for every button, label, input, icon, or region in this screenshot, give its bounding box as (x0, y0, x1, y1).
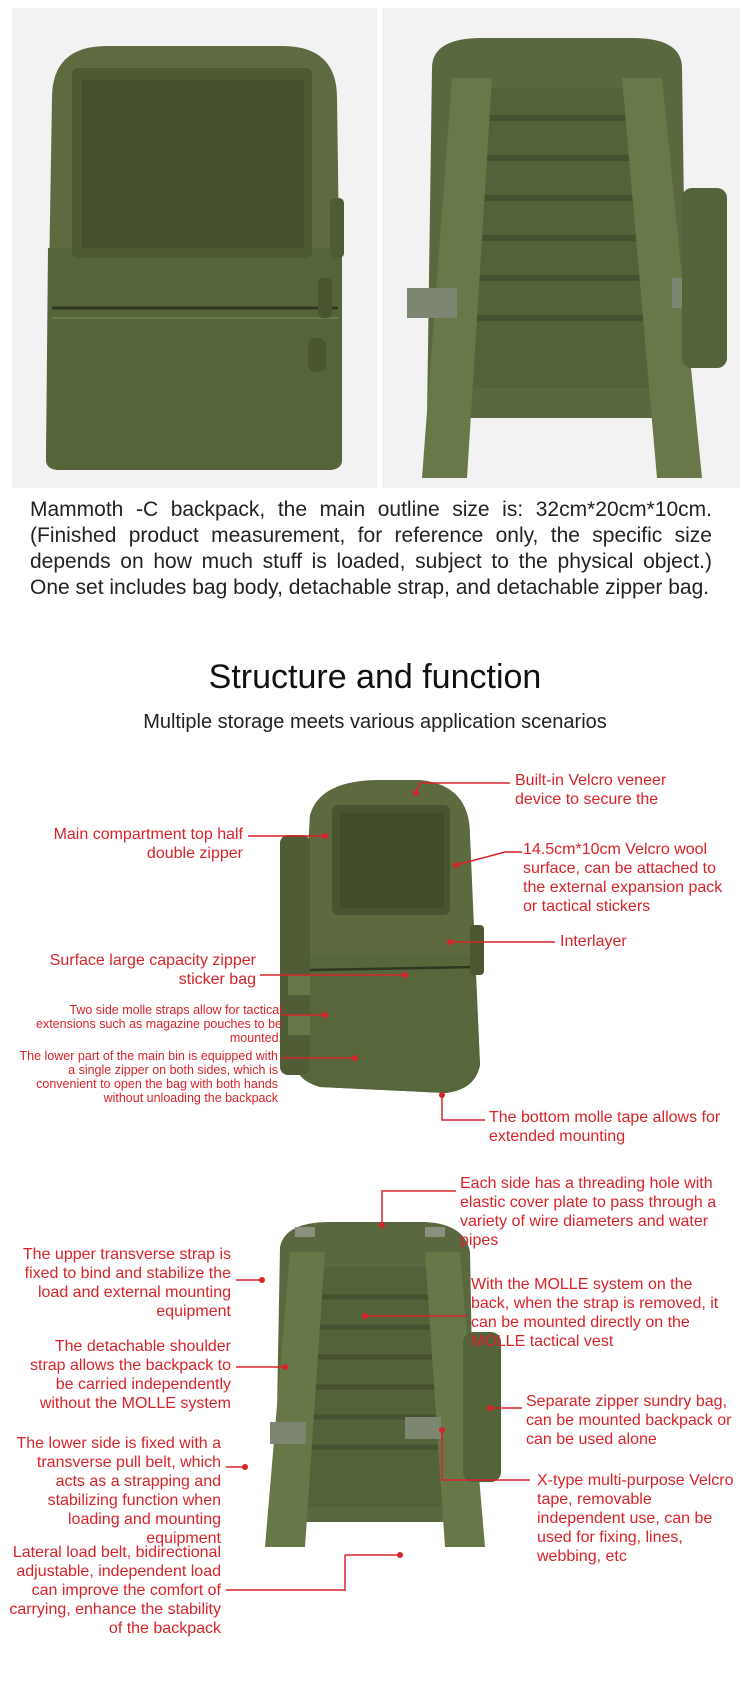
label-bottom-molle: The bottom molle tape allows for extended mounting (489, 1109, 721, 1145)
label-interlayer: Interlayer (560, 933, 627, 950)
label-x-velcro: X-type multi-purpose Velcro tape, removable independent use, can be used for fixing, lines, webbing, etc (537, 1472, 734, 1565)
label-top-zipper: Main compartment top half double zipper (53, 826, 243, 862)
label-velcro-wool: 14.5cm*10cm Velcro wool surface, can be attached to the external expansion pack or tactical stickers (523, 841, 723, 915)
label-lower-zipper: The lower part of the main bin is equipped with a single zipper on both sides, which is convenient to open the bag with both hands without unloading the backpack (19, 1049, 278, 1105)
section-title: Structure and function (208, 658, 542, 696)
label-upper-strap: The upper transverse strap is fixed to bind and stabilize the load and external mounting equipment (22, 1246, 231, 1320)
product-description: Mammoth -C backpack, the main outline size is: 32cm*20cm*10cm. (Finished product measurement, for reference only, the specific size depends on how much stuff is loaded, subject to the physical object.) One set includes bag body, detachable strap, and detachable zipper bag. (30, 498, 712, 599)
label-molle-system: With the MOLLE system on the back, when the strap is removed, it can be mounted directly on the MOLLE tactical vest (471, 1276, 719, 1350)
label-threading-hole: Each side has a threading hole with elastic cover plate to pass through a variety of wire diameters and water pipes (460, 1175, 717, 1249)
section-subtitle: Multiple storage meets various application scenarios (143, 711, 607, 733)
label-shoulder-strap: The detachable shoulder strap allows the backpack to be carried independently without the MOLLE system (30, 1338, 231, 1412)
label-lower-belt: The lower side is fixed with a transverse pull belt, which acts as a strapping and stabilizing function when loading and mounting equipment (16, 1435, 221, 1547)
label-side-molle: Two side molle straps allow for tactical extensions such as magazine pouches to be mounted. (36, 1003, 282, 1045)
label-velcro-veneer: Built-in Velcro veneer device to secure the (515, 772, 667, 808)
label-load-belt: Lateral load belt, bidirectional adjustable, independent load can improve the comfort of carrying, enhance the stability of the backpack (9, 1544, 221, 1637)
label-sticker-bag: Surface large capacity zipper sticker bag (49, 952, 256, 988)
label-sundry-bag: Separate zipper sundry bag, can be mounted backpack or can be used alone (526, 1393, 732, 1448)
